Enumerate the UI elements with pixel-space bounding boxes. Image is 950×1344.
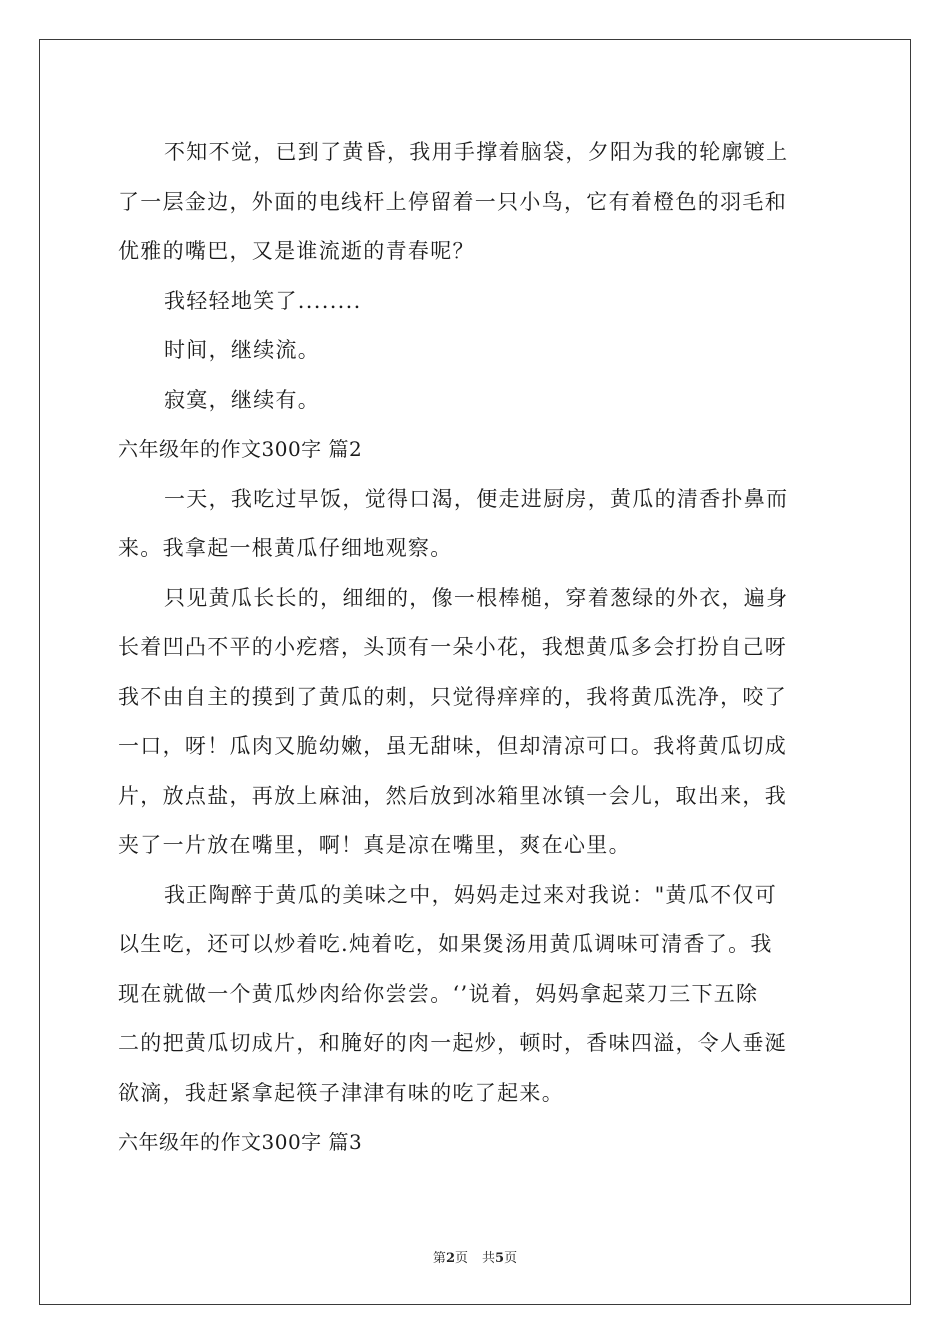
paragraph-line: 片，放点盐，再放上麻油，然后放到冰箱里冰镇一会儿，取出来，我	[118, 783, 787, 808]
section-heading: 六年级年的作文300字 篇2	[118, 437, 363, 461]
section-heading: 六年级年的作文300字 篇3	[118, 1130, 363, 1154]
paragraph-line: 欲滴，我赶紧拿起筷子津津有味的吃了起来。	[118, 1080, 564, 1105]
paragraph-line: 我不由自主的摸到了黄瓜的刺，只觉得痒痒的，我将黄瓜洗净，咬了	[118, 684, 787, 709]
page-footer	[0, 1247, 950, 1266]
paragraph-line: 以生吃，还可以炒着吃.炖着吃，如果煲汤用黄瓜调味可清香了。我	[118, 932, 773, 956]
paragraph-line: 时间，继续流。	[164, 338, 321, 362]
paragraph-line: 我轻轻地笑了........	[164, 288, 362, 313]
paragraph-line: 我正陶醉于黄瓜的美味之中，妈妈走过来对我说："黄瓜不仅可	[164, 882, 778, 907]
paragraph-line: 只见黄瓜长长的，细细的，像一根棒槌，穿着葱绿的外衣，遍身	[164, 585, 789, 610]
page-number-prefix: 第	[432, 1251, 446, 1266]
paragraph-line: 寂寞，继续有。	[164, 387, 321, 412]
paragraph-line: 一天，我吃过早饭，觉得口渴，便走进厨房，黄瓜的清香扑鼻而	[164, 486, 789, 511]
paragraph-line: 不知不觉，已到了黄昏，我用手撑着脑袋，夕阳为我的轮廓镀上	[164, 140, 789, 164]
paragraph-line: 夹了一片放在嘴里，啊！真是凉在嘴里，爽在心里。	[118, 833, 631, 857]
paragraph-line: 优雅的嘴巴，又是谁流逝的青春呢？	[118, 239, 475, 263]
paragraph-line: 长着凹凸不平的小疙瘩，头顶有一朵小花，我想黄瓜多会打扮自己呀	[118, 635, 787, 659]
page-total-prefix: 共	[482, 1251, 496, 1266]
document-body	[118, 128, 838, 1168]
paragraph-line: 来。我拿起一根黄瓜仔细地观察。	[118, 536, 453, 560]
page-total-suffix: 页	[504, 1251, 518, 1266]
paragraph-line: 二的把黄瓜切成片，和腌好的肉一起炒，顿时，香味四溢，令人垂涎	[118, 1031, 787, 1055]
page-current: 2	[445, 1251, 455, 1266]
paragraph-line: 现在就做一个黄瓜炒肉给你尝尝。‘’说着，妈妈拿起菜刀三下五除	[118, 981, 759, 1006]
page-total: 5	[495, 1251, 505, 1266]
paragraph-line: 了一层金边，外面的电线杆上停留着一只小鸟，它有着橙色的羽毛和	[118, 189, 787, 214]
paragraph-line: 一口，呀！瓜肉又脆幼嫩，虽无甜味，但却清凉可口。我将黄瓜切成	[118, 734, 787, 758]
page-number-suffix: 页	[454, 1251, 468, 1266]
